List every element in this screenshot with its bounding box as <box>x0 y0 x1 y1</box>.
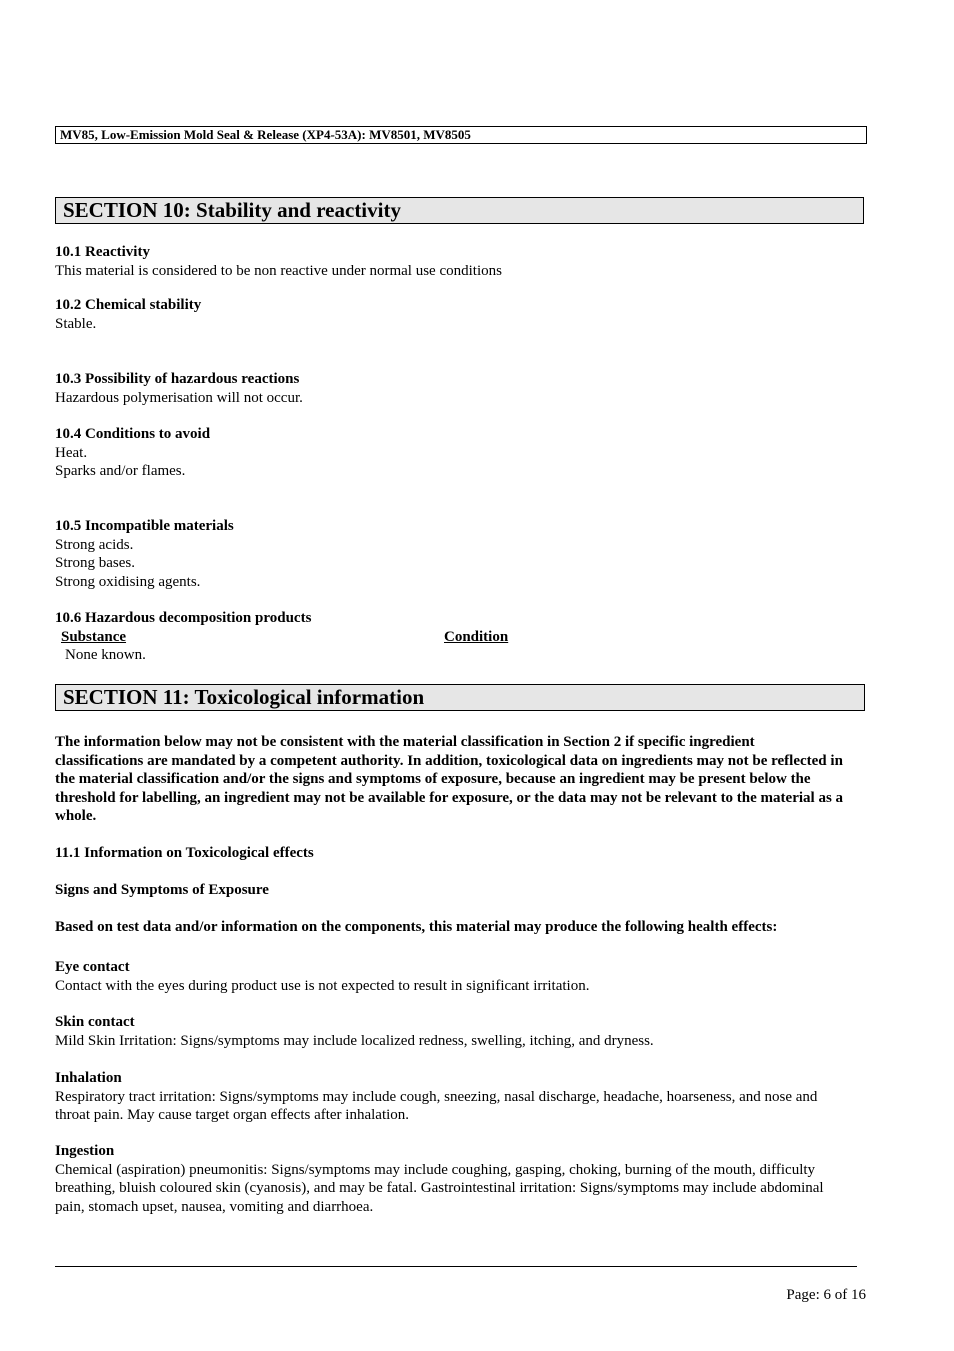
footer-divider <box>55 1266 857 1267</box>
stability-block <box>55 296 855 333</box>
ingestion-heading: Ingestion <box>55 1143 115 1159</box>
conditions-heading: 10.4 Conditions to avoid <box>55 426 211 442</box>
section-10-title: SECTION 10: Stability and reactivity <box>55 197 864 224</box>
decomposition-heading: 10.6 Hazardous decomposition products <box>55 610 312 626</box>
skin-contact-block <box>55 1013 855 1050</box>
reactivity-text: This material is considered to be non reactive under normal use conditions <box>55 262 502 279</box>
document-header: MV85, Low-Emission Mold Seal & Release (XP4-53A): MV8501, MV8505 <box>55 126 867 144</box>
incompatible-line: Strong bases. <box>55 555 135 571</box>
incompatible-line: Strong acids. <box>55 536 134 553</box>
conditions-line: Heat. <box>55 444 88 461</box>
eye-contact-block <box>55 958 855 995</box>
reactivity-heading: 10.1 Reactivity <box>55 244 150 260</box>
inhalation-heading: Inhalation <box>55 1070 122 1086</box>
hazardous-reactions-text: Hazardous polymerisation will not occur. <box>55 389 303 406</box>
toxicological-effects-heading: 11.1 Information on Toxicological effects <box>55 845 314 861</box>
skin-contact-text: Mild Skin Irritation: Signs/symptoms may include localized redness, swelling, itching, and dryness. <box>55 1032 654 1049</box>
page-number: Page: 6 of 16 <box>786 1287 866 1303</box>
eye-contact-text: Contact with the eyes during product use is not expected to result in significant irritation. <box>55 977 590 994</box>
decomposition-value: None known. <box>65 647 146 663</box>
signs-symptoms-heading: Signs and Symptoms of Exposure <box>55 882 269 898</box>
stability-heading: 10.2 Chemical stability <box>55 297 202 313</box>
ingestion-text: Chemical (aspiration) pneumonitis: Signs/symptoms may include coughing, gasping, choking, burning of the mouth, difficulty breathing, bluish coloured skin (cyanosis), and may be fatal. Gastrointestinal irritation: Signs/symptoms may include abdominal pain, stomach upset, nausea, vomiting and diarrhoea. <box>55 1161 824 1215</box>
hazardous-reactions-block <box>55 370 855 407</box>
condition-column-header: Condition <box>444 629 509 645</box>
skin-contact-heading: Skin contact <box>55 1014 135 1030</box>
stability-text: Stable. <box>55 315 97 332</box>
inhalation-block <box>55 1069 850 1125</box>
conditions-line: Sparks and/or flames. <box>55 463 186 479</box>
reactivity-block <box>55 243 855 280</box>
toxicology-disclaimer: The information below may not be consistent with the material classification in Section 2 if specific ingredient classifications are mandated by a competent authority. In addition, toxicological data on ingredients may not be reflected in the material classification and/or the signs and symptoms of exposure, because an ingredient may be present below the threshold for labelling, an ingredient may not be available for exposure, or the data may not be relevant to the material as a whole. <box>55 734 844 824</box>
incompatible-heading: 10.5 Incompatible materials <box>55 518 234 534</box>
hazardous-reactions-heading: 10.3 Possibility of hazardous reactions <box>55 371 300 387</box>
health-effects-intro: Based on test data and/or information on the components, this material may produce the following health effects: <box>55 919 778 935</box>
section-11-title: SECTION 11: Toxicological information <box>55 684 865 711</box>
eye-contact-heading: Eye contact <box>55 959 130 975</box>
conditions-block <box>55 425 855 481</box>
incompatible-block <box>55 517 855 591</box>
ingestion-block <box>55 1142 830 1216</box>
inhalation-text: Respiratory tract irritation: Signs/symptoms may include cough, sneezing, nasal discharge, headache, hoarseness, and nose and throat pain. May cause target organ effects after inhalation. <box>55 1088 818 1123</box>
substance-column-header: Substance <box>61 629 127 645</box>
incompatible-line: Strong oxidising agents. <box>55 573 201 590</box>
